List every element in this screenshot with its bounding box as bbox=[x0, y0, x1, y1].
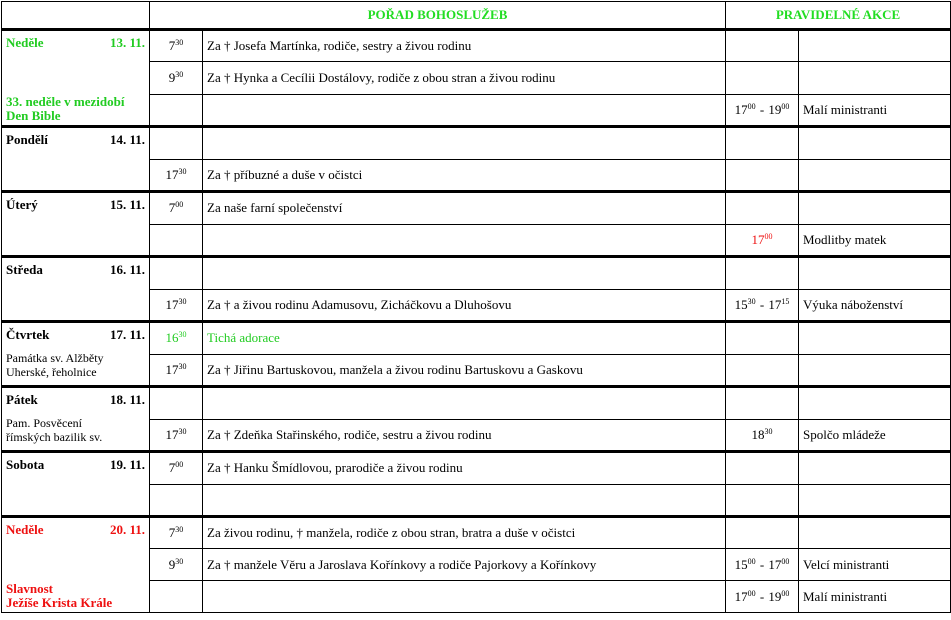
event-time bbox=[726, 62, 799, 94]
day-date: 13. 11. bbox=[109, 35, 145, 50]
mass-time bbox=[150, 62, 203, 94]
day-date: 16. 11. bbox=[109, 262, 145, 277]
day-cell bbox=[2, 127, 150, 192]
time-minutes: 15 bbox=[781, 296, 790, 306]
header-row bbox=[2, 2, 951, 30]
mass-time bbox=[150, 452, 203, 485]
time-minutes: 00 bbox=[781, 556, 790, 566]
day-name: Neděle bbox=[6, 35, 44, 50]
mass-time bbox=[150, 192, 203, 225]
event-name bbox=[799, 192, 951, 225]
event-time bbox=[726, 517, 799, 549]
time-hour: 7 bbox=[168, 460, 176, 476]
event-time: $17^{00} - 19^{00}$ bbox=[726, 94, 799, 126]
day-cell bbox=[2, 387, 150, 452]
day-date: 19. 11. bbox=[109, 457, 145, 472]
time-minutes: 00 bbox=[175, 200, 184, 210]
schedule-row bbox=[2, 452, 951, 485]
time-hour: 17 bbox=[165, 361, 179, 377]
time-minutes: 30 bbox=[178, 361, 187, 371]
event-time bbox=[726, 30, 799, 62]
schedule-row bbox=[2, 30, 951, 62]
day-note: Pam. Posvěcení římských bazilik sv. bbox=[6, 416, 103, 444]
event-time: $17^{00} - 19^{00}$ bbox=[726, 581, 799, 613]
event-time: $15^{00} - 17^{00}$ bbox=[726, 549, 799, 581]
mass-intention bbox=[203, 224, 726, 257]
schedule-row bbox=[2, 257, 951, 290]
event-time bbox=[726, 192, 799, 225]
mass-intention: Za † Josefa Martínka, rodiče, sestry a živou rodinu bbox=[203, 30, 726, 62]
time-minutes: 30 bbox=[178, 426, 187, 436]
mass-intention bbox=[203, 484, 726, 517]
time-hour: 15 bbox=[734, 556, 748, 572]
event-name bbox=[799, 127, 951, 160]
mass-time bbox=[150, 581, 203, 613]
events-header: PRAVIDELNÉ AKCE bbox=[726, 2, 951, 30]
event-time bbox=[726, 452, 799, 485]
time-minutes: 30 bbox=[178, 330, 187, 340]
event-time bbox=[726, 484, 799, 517]
schedule-row bbox=[2, 192, 951, 225]
time-minutes: 30 bbox=[747, 296, 756, 306]
schedule-row bbox=[2, 127, 951, 160]
time-hour: 7 bbox=[168, 525, 176, 540]
day-name: Středa bbox=[6, 262, 43, 277]
time-minutes: 30 bbox=[764, 426, 773, 436]
header-day-cell bbox=[2, 2, 150, 30]
event-name bbox=[799, 484, 951, 517]
mass-intention: Tichá adorace bbox=[203, 322, 726, 355]
time-hour: 17 bbox=[768, 296, 782, 312]
day-cell bbox=[2, 192, 150, 257]
event-name bbox=[799, 517, 951, 549]
time-hour: 7 bbox=[168, 200, 176, 216]
day-cell bbox=[2, 452, 150, 517]
time-hour: 17 bbox=[768, 556, 782, 572]
schedule-row bbox=[2, 387, 951, 420]
schedule-header: POŘAD BOHOSLUŽEB bbox=[150, 2, 726, 30]
day-cell bbox=[2, 257, 150, 322]
schedule-row bbox=[2, 322, 951, 355]
time-hour: 18 bbox=[751, 426, 765, 442]
event-time bbox=[726, 419, 799, 452]
mass-intention: Za † Hanku Šmídlovou, prarodiče a živou rodinu bbox=[203, 452, 726, 485]
event-time bbox=[726, 322, 799, 355]
time-hour: 19 bbox=[768, 588, 782, 604]
mass-time bbox=[150, 484, 203, 517]
mass-time bbox=[150, 322, 203, 355]
event-name bbox=[799, 354, 951, 387]
mass-intention: Za † Jiřinu Bartuskovou, manžela a živou rodinu Bartuskovu a Gaskovu bbox=[203, 354, 726, 387]
event-time bbox=[726, 387, 799, 420]
day-note: Slavnost Ježíše Krista Krále bbox=[6, 581, 113, 610]
event-name bbox=[799, 62, 951, 94]
mass-time bbox=[150, 549, 203, 581]
day-cell bbox=[2, 30, 150, 127]
time-hour: 15 bbox=[734, 296, 748, 312]
mass-time bbox=[150, 257, 203, 290]
day-cell bbox=[2, 322, 150, 387]
time-minutes: 00 bbox=[781, 588, 790, 598]
event-name: Modlitby matek bbox=[799, 224, 951, 257]
day-date: 15. 11. bbox=[109, 197, 145, 212]
time-minutes: 00 bbox=[747, 556, 756, 566]
mass-intention bbox=[203, 581, 726, 613]
day-date: 17. 11. bbox=[109, 327, 145, 342]
mass-time bbox=[150, 419, 203, 452]
mass-intention: Za † a živou rodinu Adamusovu, Zicháčkovu a Dluhošovu bbox=[203, 289, 726, 322]
time-hour: 17 bbox=[165, 426, 179, 442]
event-time bbox=[726, 257, 799, 290]
day-cell bbox=[2, 517, 150, 613]
mass-intention: Za živou rodinu, † manžela, rodiče z obou stran, bratra a duše v očistci bbox=[203, 517, 726, 549]
event-name bbox=[799, 322, 951, 355]
schedule-table bbox=[1, 1, 951, 613]
mass-time bbox=[150, 517, 203, 549]
event-time bbox=[726, 354, 799, 387]
time-minutes: 00 bbox=[175, 460, 184, 470]
event-name bbox=[799, 452, 951, 485]
day-name: Pondělí bbox=[6, 132, 48, 147]
mass-time bbox=[150, 159, 203, 192]
time-minutes: 30 bbox=[175, 69, 184, 79]
event-name bbox=[799, 387, 951, 420]
mass-time bbox=[150, 224, 203, 257]
time-minutes: 00 bbox=[747, 101, 756, 111]
event-name bbox=[799, 159, 951, 192]
day-name: Čtvrtek bbox=[6, 327, 50, 342]
day-date: 20. 11. bbox=[109, 522, 145, 537]
time-minutes: 00 bbox=[764, 231, 773, 241]
mass-intention: Za naše farní společenství bbox=[203, 192, 726, 225]
day-date: 18. 11. bbox=[109, 392, 145, 407]
mass-intention bbox=[203, 387, 726, 420]
event-name: Velcí ministranti bbox=[799, 549, 951, 581]
mass-time bbox=[150, 30, 203, 62]
event-name: Malí ministranti bbox=[799, 581, 951, 613]
event-name: Výuka náboženství bbox=[799, 289, 951, 322]
time-minutes: 00 bbox=[781, 101, 790, 111]
event-time bbox=[726, 159, 799, 192]
day-name: Sobota bbox=[6, 457, 45, 472]
time-minutes: 30 bbox=[175, 38, 184, 48]
time-hour: 17 bbox=[734, 101, 748, 117]
time-hour: 9 bbox=[168, 69, 176, 85]
day-note: 33. neděle v mezidobí Den Bible bbox=[6, 94, 125, 123]
time-hour: 17 bbox=[165, 296, 179, 312]
mass-intention bbox=[203, 127, 726, 160]
event-name: Malí ministranti bbox=[799, 94, 951, 126]
schedule-row bbox=[2, 517, 951, 549]
event-name bbox=[799, 257, 951, 290]
event-time bbox=[726, 127, 799, 160]
time-minutes: 30 bbox=[175, 525, 184, 534]
mass-time bbox=[150, 289, 203, 322]
mass-intention bbox=[203, 257, 726, 290]
event-time: $15^{30} - 17^{15}$ bbox=[726, 289, 799, 322]
time-minutes: 30 bbox=[178, 166, 187, 176]
day-name: Neděle bbox=[6, 522, 44, 537]
mass-intention: Za † manžele Věru a Jaroslava Kořínkovy a rodiče Pajorkovy a Kořínkovy bbox=[203, 549, 726, 581]
time-minutes: 00 bbox=[747, 588, 756, 598]
event-name: Spolčo mládeže bbox=[799, 419, 951, 452]
day-name: Úterý bbox=[6, 197, 38, 212]
mass-intention: Za † Zdeňka Stařinského, rodiče, sestru a živou rodinu bbox=[203, 419, 726, 452]
mass-time bbox=[150, 354, 203, 387]
event-time bbox=[726, 224, 799, 257]
event-name bbox=[799, 30, 951, 62]
mass-time bbox=[150, 127, 203, 160]
mass-time bbox=[150, 387, 203, 420]
mass-intention bbox=[203, 94, 726, 126]
time-hour: 17 bbox=[165, 166, 179, 182]
mass-intention: Za † Hynka a Cecílii Dostálovy, rodiče z obou stran a živou rodinu bbox=[203, 62, 726, 94]
time-hour: 9 bbox=[168, 556, 176, 572]
time-minutes: 30 bbox=[175, 556, 184, 566]
time-minutes: 30 bbox=[178, 296, 187, 306]
day-name: Pátek bbox=[6, 392, 38, 407]
time-hour: 7 bbox=[168, 38, 176, 54]
time-hour: 16 bbox=[165, 330, 179, 346]
day-note: Památka sv. Alžběty Uherské, řeholnice bbox=[6, 351, 104, 379]
day-date: 14. 11. bbox=[109, 132, 145, 147]
mass-intention: Za † příbuzné a duše v očistci bbox=[203, 159, 726, 192]
mass-time bbox=[150, 94, 203, 126]
time-hour: 19 bbox=[768, 101, 782, 117]
time-hour: 17 bbox=[734, 588, 748, 604]
time-hour: 17 bbox=[751, 231, 765, 247]
